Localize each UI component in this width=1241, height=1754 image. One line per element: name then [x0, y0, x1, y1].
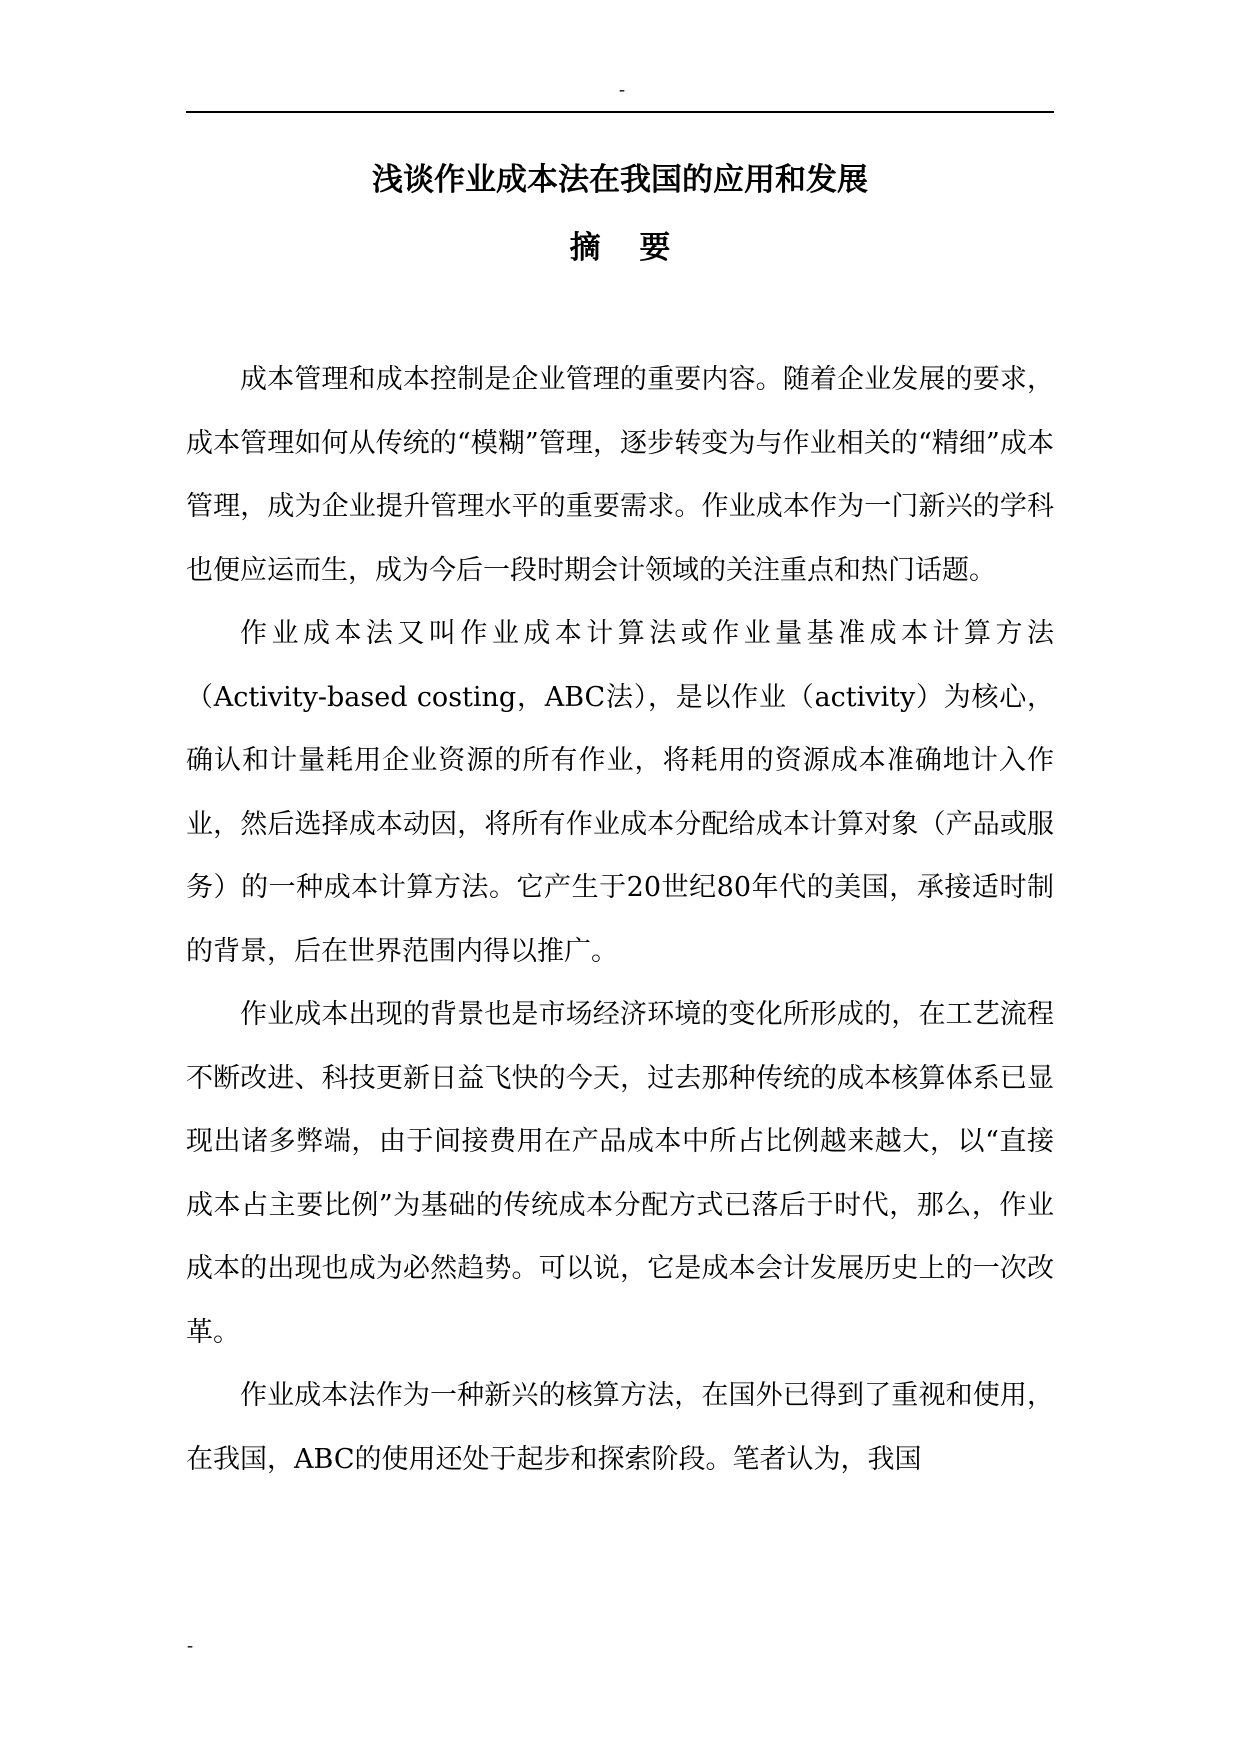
abstract-heading: 摘 要 — [569, 230, 685, 266]
abstract-body — [186, 348, 1054, 1491]
abstract-paragraph-4: 作业成本法作为一种新兴的核算方法，在国外已得到了重视和使用，在我国，ABC的使用还处于起步和探索阶段。笔者认为，我国 — [186, 1380, 1054, 1475]
abstract-paragraph-1: 成本管理和成本控制是企业管理的重要内容。随着企业发展的要求，成本管理如何从传统的“模糊”管理，逐步转变为与作业相关的“精细”成本管理，成为企业提升管理水平的重要需求。作业成本作为一门新兴的学科也便应运而生，成为今后一段时期会计领域的关注重点和热门话题。 — [186, 364, 1054, 586]
footer-mark: - — [187, 1635, 193, 1655]
abstract-paragraph-2: 作业成本法又叫作业成本计算法或作业量基准成本计算方法（Activity-based costing，ABC法），是以作业（activity）为核心，确认和计量耗用企业资源的所有作业，将耗用的资源成本准确地计入作业，然后选择成本动因，将所有作业成本分配给成本计算对象（产品或服务）的一种成本计算方法。它产生于20世纪80年代的美国，承接适时制的背景，后在世界范围内得以推广。 — [186, 618, 1054, 967]
document-title: 浅谈作业成本法在我国的应用和发展 — [372, 162, 868, 198]
header-mark: - — [619, 79, 625, 99]
abstract-paragraph-3: 作业成本出现的背景也是市场经济环境的变化所形成的，在工艺流程不断改进、科技更新日益飞快的今天，过去那种传统的成本核算体系已显现出诸多弊端，由于间接费用在产品成本中所占比例越来越大，以“直接成本占主要比例”为基础的传统成本分配方式已落后于时代，那么，作业成本的出现也成为必然趋势。可以说，它是成本会计发展历史上的一次改革。 — [186, 999, 1054, 1348]
header-rule — [186, 111, 1054, 113]
